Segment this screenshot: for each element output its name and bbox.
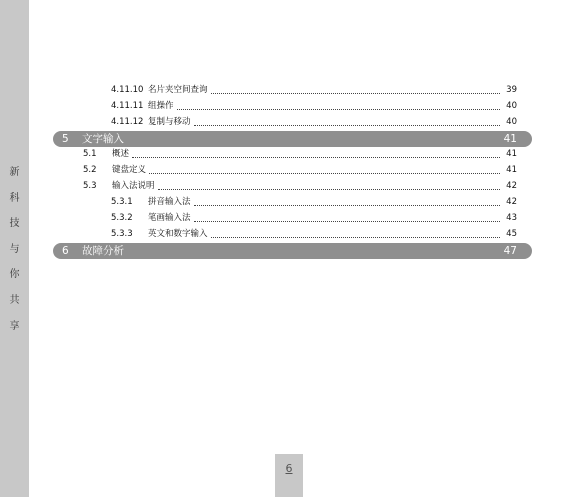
toc-entry-5-3-1[interactable] xyxy=(111,196,517,209)
chapter-page: 41 xyxy=(503,133,517,145)
slogan-char: 技 xyxy=(9,218,20,230)
toc-entry-title: 笔画输入法 xyxy=(148,213,191,223)
toc-entry-page: 41 xyxy=(506,149,517,159)
toc-entry-page: 39 xyxy=(506,85,517,95)
dot-leader xyxy=(177,108,500,110)
toc-entry-4-11-11[interactable] xyxy=(111,100,517,113)
toc-entry-4-11-10[interactable] xyxy=(111,84,517,97)
dot-leader xyxy=(194,124,500,126)
toc-entry-number: 5.3.2 xyxy=(111,213,133,223)
slogan-char: 享 xyxy=(9,320,20,332)
slogan-char: 新 xyxy=(9,167,20,178)
toc-entry-number: 4.11.10 xyxy=(111,85,144,95)
toc-entry-title: 概述 xyxy=(112,149,130,159)
dot-leader xyxy=(149,172,500,174)
toc-entry-number: 5.2 xyxy=(83,165,97,175)
toc-entry-number: 5.1 xyxy=(83,149,97,159)
toc-entry-page: 42 xyxy=(506,181,517,191)
chapter-title: 故障分析 xyxy=(82,245,124,257)
chapter-5-heading[interactable] xyxy=(53,131,532,147)
toc-entry-number: 5.3.3 xyxy=(111,229,133,239)
toc-entry-4-11-12[interactable] xyxy=(111,116,517,129)
toc-entry-page: 42 xyxy=(506,197,517,207)
chapter-number: 5 xyxy=(62,133,69,145)
toc-entry-number: 4.11.11 xyxy=(111,101,144,111)
toc-entry-5-3-2[interactable] xyxy=(111,212,517,225)
dot-leader xyxy=(211,92,500,94)
slogan-char: 你 xyxy=(9,269,20,281)
dot-leader xyxy=(158,188,500,190)
toc-entry-5-2[interactable] xyxy=(83,164,517,177)
page-number: 6 xyxy=(285,462,293,475)
toc-entry-5-3-3[interactable] xyxy=(111,228,517,241)
toc-entry-5-3[interactable] xyxy=(83,180,517,193)
toc-entry-page: 40 xyxy=(506,117,517,127)
chapter-title: 文字输入 xyxy=(82,133,124,145)
page-number-tab xyxy=(275,454,303,497)
dot-leader xyxy=(132,156,500,158)
toc-entry-number: 5.3 xyxy=(83,181,97,191)
toc-entry-title: 键盘定义 xyxy=(112,165,147,175)
toc-entry-number: 4.11.12 xyxy=(111,117,144,127)
slogan-char: 共 xyxy=(9,294,20,306)
toc-entry-page: 43 xyxy=(506,213,517,223)
toc-entry-title: 名片夹空间查询 xyxy=(148,85,208,95)
chapter-number: 6 xyxy=(62,245,69,257)
toc-entry-title: 复制与移动 xyxy=(148,117,191,127)
side-bar xyxy=(0,0,29,497)
toc-entry-title: 组操作 xyxy=(148,101,174,111)
side-slogan xyxy=(0,160,29,339)
toc-entry-5-1[interactable] xyxy=(83,148,517,161)
chapter-6-heading[interactable] xyxy=(53,243,532,259)
slogan-char: 科 xyxy=(9,192,20,204)
toc-entry-number: 5.3.1 xyxy=(111,197,133,207)
toc-entry-title: 英文和数字输入 xyxy=(148,229,208,239)
toc-entry-title: 输入法说明 xyxy=(112,181,155,191)
toc-entry-page: 45 xyxy=(506,229,517,239)
dot-leader xyxy=(211,236,500,238)
toc-entry-page: 40 xyxy=(506,101,517,111)
dot-leader xyxy=(194,204,500,206)
dot-leader xyxy=(194,220,500,222)
chapter-page: 47 xyxy=(503,245,517,257)
toc-entry-title: 拼音输入法 xyxy=(148,197,191,207)
slogan-char: 与 xyxy=(9,243,20,255)
toc-entry-page: 41 xyxy=(506,165,517,175)
